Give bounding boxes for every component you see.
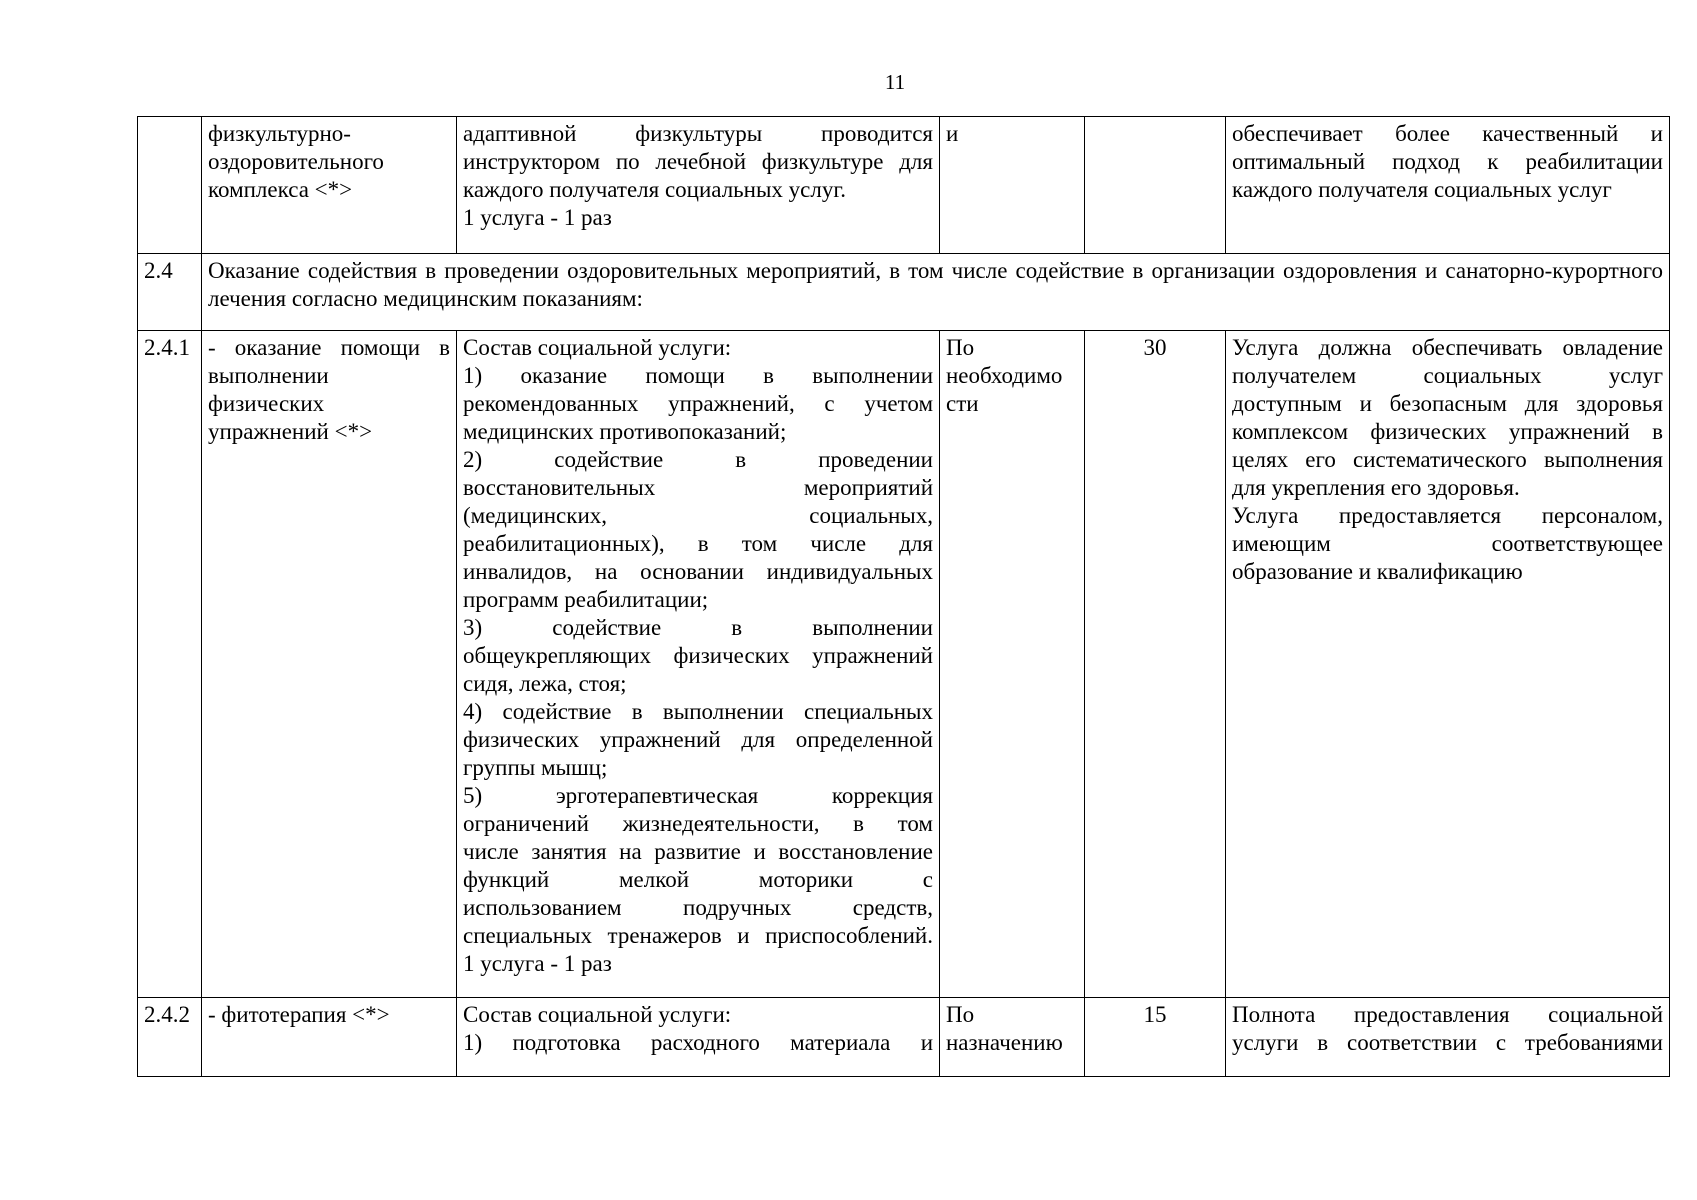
cell-rate: 15 [1085, 998, 1226, 1077]
text-line: специальных тренажеров и приспособлений. [463, 923, 933, 948]
text-line: ограничений жизнедеятельности, в том [463, 811, 933, 836]
text-line: для укрепления его здоровья. [1232, 475, 1520, 500]
cell-period [940, 331, 1085, 998]
text-line: рекомендованных упражнений, с учетом [463, 391, 933, 416]
text-line: 1 услуга - 1 раз [463, 951, 612, 976]
cell-number: 2.4 [138, 254, 202, 331]
cell-quality [1226, 117, 1670, 254]
cell-rate [1085, 117, 1226, 254]
text-line: имеющим соответствующее [1232, 531, 1663, 556]
text-line: оптимальный подход к реабилитации [1232, 149, 1663, 174]
text-line: медицинских противопоказаний; [463, 419, 787, 444]
text-line: 3) содействие в выполнении [463, 615, 933, 640]
text-line: общеукрепляющих физических упражнений [463, 643, 933, 668]
cell-number [138, 117, 202, 254]
text-line: инструктором по лечебной физкультуре для [463, 149, 933, 174]
text-line: Услуга должна обеспечивать овладение [1232, 335, 1663, 360]
text-line: 4) содействие в выполнении специальных [463, 699, 933, 724]
table-row-2-4-2 [138, 998, 1670, 1077]
text-line: 1) подготовка расходного материала и [463, 1030, 933, 1055]
table-row-continuation [138, 117, 1670, 254]
cell-service-name [202, 117, 457, 254]
cell-number: 2.4.2 [138, 998, 202, 1077]
text-line: 1) оказание помощи в выполнении [463, 363, 933, 388]
text-line: и [946, 121, 959, 146]
text-line: образование и квалификацию [1232, 559, 1523, 584]
cell-service-content [457, 331, 940, 998]
text-line: По [946, 335, 975, 360]
text-line: программ реабилитации; [463, 587, 709, 612]
text-line: сидя, лежа, стоя; [463, 671, 627, 696]
text-line: реабилитационных), в том числе для [463, 531, 933, 556]
text-line: доступным и безопасным для здоровья [1232, 391, 1663, 416]
text-line: комплекса <*> [208, 177, 353, 202]
text-line: необходимо [946, 363, 1063, 388]
cell-quality [1226, 998, 1670, 1077]
text-line: использованием подручных средств, [463, 895, 933, 920]
text-line: Состав социальной услуги: [463, 335, 732, 360]
text-line: Услуга предоставляется персоналом, [1232, 503, 1663, 528]
text-line: Полнота предоставления социальной [1232, 1002, 1663, 1027]
text-line: По [946, 1002, 975, 1027]
text-line: комплексом физических упражнений в [1232, 419, 1663, 444]
page-number: 11 [884, 70, 906, 94]
services-table [137, 116, 1670, 1077]
text-line: выполнении [208, 363, 329, 388]
cell-service-name [202, 998, 457, 1077]
cell-service-content [457, 998, 940, 1077]
cell-section-title: Оказание содействия в проведении оздоровительных мероприятий, в том числе содействие в организации оздоровления и санаторно-курортного лечения согласно медицинским показаниям: [202, 254, 1670, 331]
text-line: обеспечивает более качественный и [1232, 121, 1663, 146]
text-line: (медицинских, социальных, [463, 503, 933, 528]
text-line: группы мышц; [463, 755, 608, 780]
text-line: сти [946, 391, 979, 416]
text-line: оздоровительного [208, 149, 384, 174]
text-line: 1 услуга - 1 раз [463, 205, 612, 230]
text-line: физических упражнений для определенной [463, 727, 933, 752]
cell-service-name [202, 331, 457, 998]
cell-period [940, 998, 1085, 1077]
text-line: восстановительных мероприятий [463, 475, 933, 500]
text-line: 5) эрготерапевтическая коррекция [463, 783, 933, 808]
table-row-2-4-1 [138, 331, 1670, 998]
text-line: - фитотерапия <*> [208, 1002, 390, 1027]
cell-period [940, 117, 1085, 254]
text-line: функций мелкой моторики с [463, 867, 933, 892]
text-line: целях его систематического выполнения [1232, 447, 1663, 472]
text-line: каждого получателя социальных услуг [1232, 177, 1612, 202]
text-line: адаптивной физкультуры проводится [463, 121, 933, 146]
text-line: физкультурно- [208, 121, 351, 146]
cell-rate: 30 [1085, 331, 1226, 998]
text-line: - оказание помощи в [208, 335, 450, 360]
text-line: Состав социальной услуги: [463, 1002, 732, 1027]
cell-quality [1226, 331, 1670, 998]
text-line: 2) содействие в проведении [463, 447, 933, 472]
text-line: назначению [946, 1030, 1063, 1055]
text-line: физических [208, 391, 325, 416]
text-line: упражнений <*> [208, 419, 373, 444]
cell-service-content [457, 117, 940, 254]
table-row-section-2-4 [138, 254, 1670, 331]
text-line: получателем социальных услуг [1232, 363, 1663, 388]
text-line: инвалидов, на основании индивидуальных [463, 559, 933, 584]
text-line: каждого получателя социальных услуг. [463, 177, 846, 202]
text-line: числе занятия на развитие и восстановление [463, 839, 933, 864]
cell-number: 2.4.1 [138, 331, 202, 998]
text-line: услуги в соответствии с требованиями [1232, 1030, 1663, 1055]
